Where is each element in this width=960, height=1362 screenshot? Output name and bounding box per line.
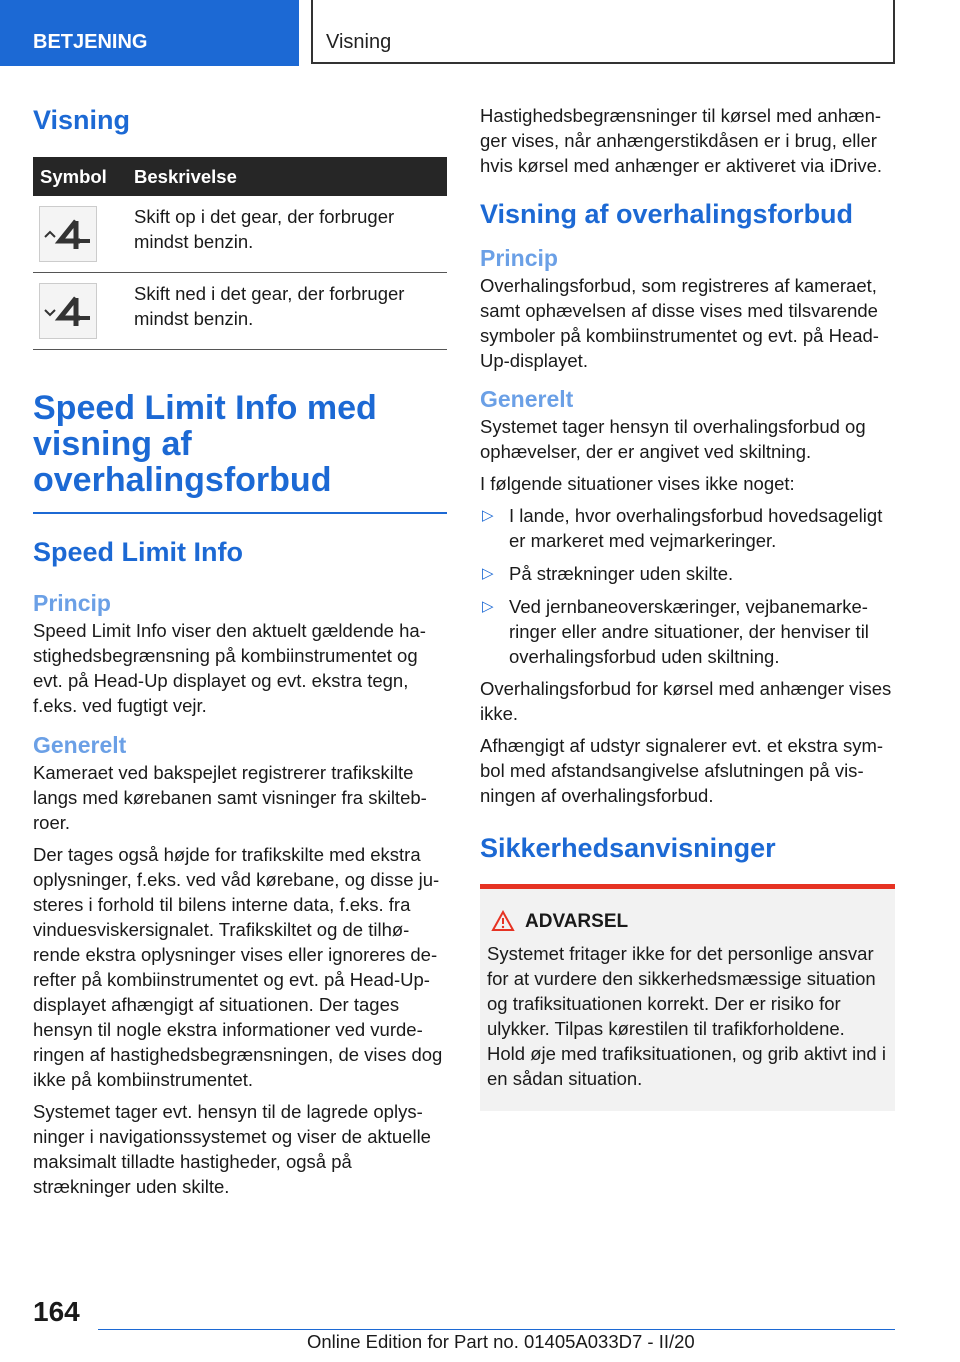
heading-generelt: Generelt	[33, 732, 127, 758]
list-item: ▷ På strækninger uden skilte.	[482, 563, 734, 584]
warning-triangle-icon	[491, 910, 515, 932]
paragraph-generelt-3: Systemet tager evt. hensyn til de lagrede oplysninger i navigationssystemet og viser de aktuelle maksimalt tilladte hastigheder, også på strækninger uden skilte.	[33, 1101, 431, 1197]
symbol-table	[33, 157, 447, 350]
left-column	[33, 100, 447, 1199]
heading-princip: Princip	[33, 590, 111, 616]
row-desc: Skift op i det gear, der forbruger mindst benzin.	[134, 196, 447, 273]
paragraph-generelt-2: Der tages også højde for trafikskilte med ekstra oplysninger, f.eks. ved våd kørebane, og disse justeres i forhold til bilens interne data, f.eks. fra vinduesviskersignalet. Trafikskiltet og de tilhørende ekstra oplysninger vises eller ignoreres derefter på kombiinstrumentet og evt. på Head-Up-displayet afhængigt af situationen. Der tages hensyn til nogle ekstra informationer ved vurderingen af hastighedsbegrænsningen, de vises dog ikke på kombiinstrumentet.	[33, 844, 443, 1090]
heading-visning: Visning	[33, 105, 131, 135]
situation-list	[480, 503, 895, 669]
gear-up-4-icon	[39, 206, 97, 262]
triangle-bullet-icon: ▷	[482, 598, 494, 615]
page-header	[0, 0, 960, 66]
heading-generelt-ot: Generelt	[480, 386, 574, 412]
paragraph-princip-ot: Overhalingsforbud, som registreres af kameraet, samt ophævelsen af disse vises med tilsvarende symboler på kombiinstrumentet og evt. på Head-Up-displayet.	[480, 275, 879, 371]
col-description: Beskrivelse	[134, 157, 447, 196]
header-title: Visning	[311, 0, 895, 64]
heading-rule	[33, 512, 447, 514]
page-number: 164	[33, 1296, 80, 1327]
paragraph-trailer-overtake: Overhalingsforbud for kørsel med anhænger vises ikke.	[480, 678, 892, 724]
table-row	[33, 273, 447, 350]
paragraph-extra-symbol: Afhængigt af udstyr signalerer evt. et ekstra symbol med afstandsangivelse afslutningen på visningen af overhalingsforbud.	[480, 735, 884, 806]
paragraph-trailer-speed: Hastighedsbegrænsninger til kørsel med anhænger vises, når anhængerstikdåsen er i brug, eller hvis kørsel med anhænger er aktiveret via iDrive.	[480, 105, 883, 176]
footer-rule	[98, 1329, 895, 1330]
paragraph-not-shown: I følgende situationer vises ikke noget:	[480, 473, 795, 494]
row-desc: Skift ned i det gear, der forbruger mindst benzin.	[134, 273, 447, 350]
col-symbol: Symbol	[33, 157, 134, 196]
triangle-bullet-icon: ▷	[482, 507, 494, 524]
gear-down-4-icon	[39, 283, 97, 339]
triangle-bullet-icon: ▷	[482, 565, 494, 582]
warning-text: Systemet fritager ikke for det personlige ansvar for at vurdere den sikkerhedsmæssige situation og trafiksituationen korrekt. Der er risiko for ulykker. Tilpas kørestilen til trafikforholdene. Hold øje med trafiksituationen, og grib aktivt ind i en sådan situation.	[487, 943, 886, 1089]
footer-edition: Online Edition for Part no. 01405A033D7 - II/20	[307, 1331, 695, 1352]
heading-overtake: Visning af overhalingsforbud	[480, 199, 854, 229]
paragraph-generelt-1: Kameraet ved bakspejlet registrerer trafikskilte langs med kørebanen samt visninger fra skiltebroer.	[33, 762, 427, 833]
heading-safety: Sikkerhedsanvisninger	[480, 833, 776, 863]
paragraph-princip: Speed Limit Info viser den aktuelt gældende hastighedsbegrænsning på kombiinstrumentet og evt. på Head-Up displayet og evt. ekstra tegn, f.eks. ved fugtigt vejr.	[33, 620, 426, 716]
list-item: ▷ I lande, hvor overhalingsforbud hovedsageligt er markeret med vejmarkeringer.	[482, 505, 883, 551]
warning-box	[480, 884, 895, 1111]
warning-title: ADVARSEL	[525, 911, 629, 932]
paragraph-generelt-ot: Systemet tager hensyn til overhalingsforbud og ophævelser, der er angivet ved skiltning.	[480, 416, 866, 462]
table-row	[33, 196, 447, 273]
heading-speed-limit-info: Speed Limit Info	[33, 537, 244, 567]
section-tab: BETJENING	[0, 0, 299, 66]
list-item: ▷ Ved jernbaneoverskæringer, vejbanemarkeringer eller andre situationer, der henviser til overhalingsforbud uden skiltning.	[482, 596, 869, 667]
heading-princip-ot: Princip	[480, 245, 558, 271]
heading-speed-limit-main: Speed Limit Info med visning af overhalingsforbud	[33, 389, 377, 499]
right-column	[480, 100, 895, 1111]
table-header-row	[33, 157, 447, 196]
